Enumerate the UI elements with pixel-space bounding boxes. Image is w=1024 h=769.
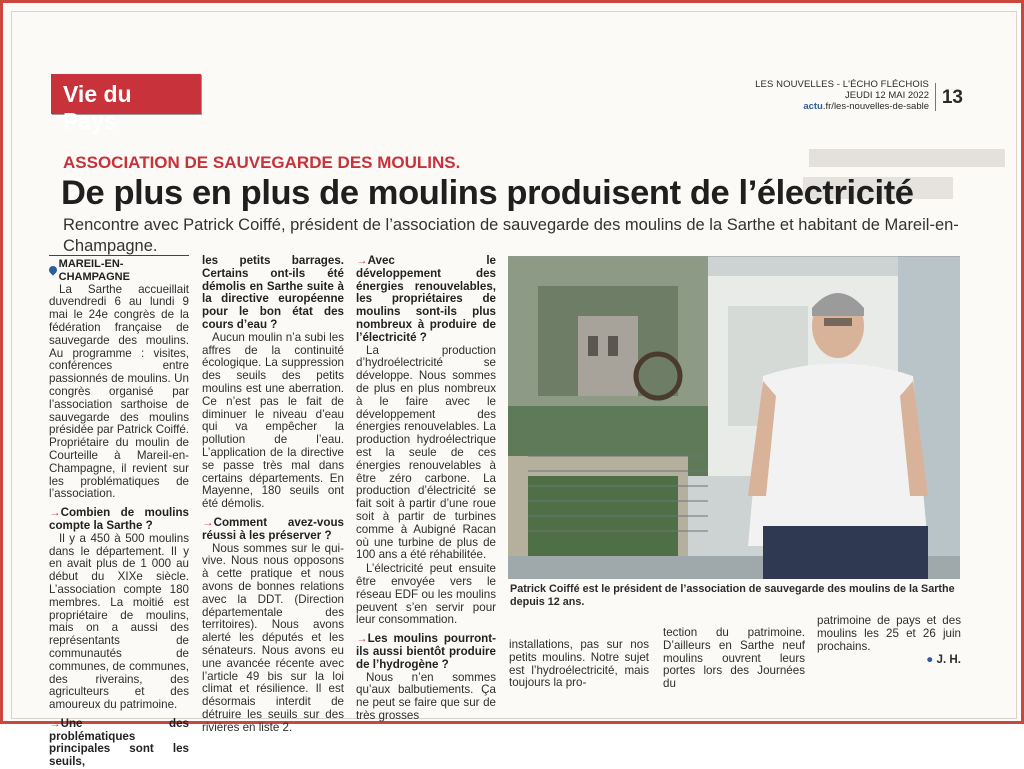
page-number: 13: [935, 83, 963, 111]
arrow-icon: →: [356, 632, 368, 646]
bullet-icon: ●: [926, 653, 937, 667]
section-rubric: Vie du Pays: [51, 74, 201, 114]
paragraph: patrimoine de pays et des moulins les 25 et 26 juin prochains.: [817, 614, 961, 653]
question: [49, 718, 189, 769]
question-continued: les petits barrages. Certains ont-ils été démolis en Sarthe suite à la directive européenne pour le bon état des cours d’eau ?: [202, 254, 344, 331]
paragraph: La production d’hydroélectricité se développe. Nous sommes de plus en plus nombreux à le faire avec le développement des énergies renouvelables. La production hydroélectrique est la seule de ces énergies renouvelables à être zéro carbone. La production d’électricité se fait soit à partir d’une roue soit à partir de turbines comme à Aubigné Racan où une turbine de plus de 100 ans a été réhabilitée.: [356, 343, 496, 562]
continuation-column-1: installations, pas sur nos petits moulins. Notre sujet est l’hydroélectricité, mais toujours la pro-: [509, 638, 649, 690]
photo-caption: Patrick Coiffé est le président de l’association de sauvegarde des moulins de la Sarthe depuis 12 ans.: [510, 583, 955, 608]
masthead: [755, 79, 963, 113]
dateline: [49, 255, 189, 284]
continuation-column-2: tection du patrimoine. D’ailleurs en Sarthe neuf moulins ouvrent leurs portes lors des Journées du: [663, 626, 805, 691]
question-text: Comment avez-vous réussi à les préserver ?: [202, 515, 344, 542]
arrow-icon: →: [356, 254, 368, 267]
bleed-line-1: [809, 149, 1005, 167]
article-photo: [508, 256, 960, 579]
article-column-2: [202, 255, 344, 735]
issue-date: JEUDI 12 MAI 2022: [845, 90, 929, 101]
url-path: .fr/les-nouvelles-de-sable: [822, 101, 929, 112]
paragraph: L’électricité peut ensuite être envoyée vers le réseau EDF ou les moulins peuvent s’en servir pour leur consommation.: [356, 562, 496, 627]
arrow-icon: →: [202, 515, 214, 529]
author-signature: [817, 654, 961, 667]
paragraph: Il y a 450 à 500 moulins dans le département. Il y en avait plus de 1 000 au début du XIXe siècle. L’association compte 180 membres. La moitié est propriétaire de moulins, mais on a aussi des représentants de communautés de communes, de communes, des riverains, des agriculteurs et des amoureux du patrimoine.: [49, 531, 189, 712]
paragraph: La Sarthe accueillait duvendredi 6 au lundi 9 mai le 24e congrès de la fédération française de sauvegarde des moulins. Au programme : visites, conférences entre passionnés de moulins. Un congrès organisé par l’association sarthoise de sauvegarde des moulins présidée par Patrick Coiffé. Propriétaire du moulin de Courteille à Mareil-en-Champagne, il revient sur les problématiques de l’association.: [49, 282, 189, 501]
paragraph: Nous sommes sur le qui-vive. Nous nous opposons à cette pratique et nous avons de bonnes relations avec la DDT. (Direction départementale des territoires). Nous avons alerté les députés et les sénateurs. Nous avons eu une avancée récente avec l’article 49 bis sur la loi climat et résilience. Il est désormais interdit de détruire les seuils sur des rivières en liste 2.: [202, 541, 344, 734]
question: [202, 517, 344, 543]
newspaper-title: LES NOUVELLES - L'ÉCHO FLÉCHOIS: [755, 79, 929, 90]
website-url: [803, 101, 929, 112]
dateline-location: MAREIL-EN-CHAMPAGNE: [58, 258, 130, 283]
url-brand: actu: [803, 101, 823, 112]
arrow-icon: →: [49, 506, 61, 520]
paragraph: Aucun moulin n’a subi les affres de la continuité écologique. La suppression des seuils des petits moulins est une aberration. Ce n’est pas le fait de diminuer le niveau d’eau qui va empêcher la pollution de l’eau. L’application de la directive se passe très mal dans certains départements. En Mayenne, 180 seuils ont été démolis.: [202, 330, 344, 511]
author-initials: J. H.: [936, 653, 961, 667]
photo-illustration: [508, 256, 960, 579]
article-standfirst: Rencontre avec Patrick Coiffé, président de l’association de sauvegarde des moulins de la Sarthe et habitant de Mareil-en-Champagne.: [63, 216, 959, 255]
question-text: Les moulins pourront-ils aussi bientôt produire de l’hydrogène ?: [356, 632, 496, 671]
question-text: Combien de moulins compte la Sarthe ?: [49, 506, 189, 532]
article-column-1: [49, 255, 189, 769]
question-text-part-1: Une des problématiques principales sont les seuils,: [49, 716, 189, 769]
article-column-3: [356, 255, 496, 724]
question-text: Avec le développement des énergies renouvelables, les propriétaires de moulins sont-ils plus nombreux à produire de l’électricité ?: [356, 254, 496, 344]
paragraph: Nous n’en sommes qu’aux balbutiements. Ça ne peut se faire que sur de très grosses: [356, 670, 496, 722]
question: [356, 633, 496, 671]
arrow-icon: →: [49, 716, 61, 730]
article-headline: De plus en plus de moulins produisent de l’électricité: [61, 174, 914, 212]
continuation-column-3: [817, 615, 961, 667]
location-pin-icon: [49, 266, 57, 276]
question: [356, 255, 496, 345]
article-kicker: ASSOCIATION DE SAUVEGARDE DES MOULINS.: [63, 153, 461, 172]
question: [49, 507, 189, 533]
